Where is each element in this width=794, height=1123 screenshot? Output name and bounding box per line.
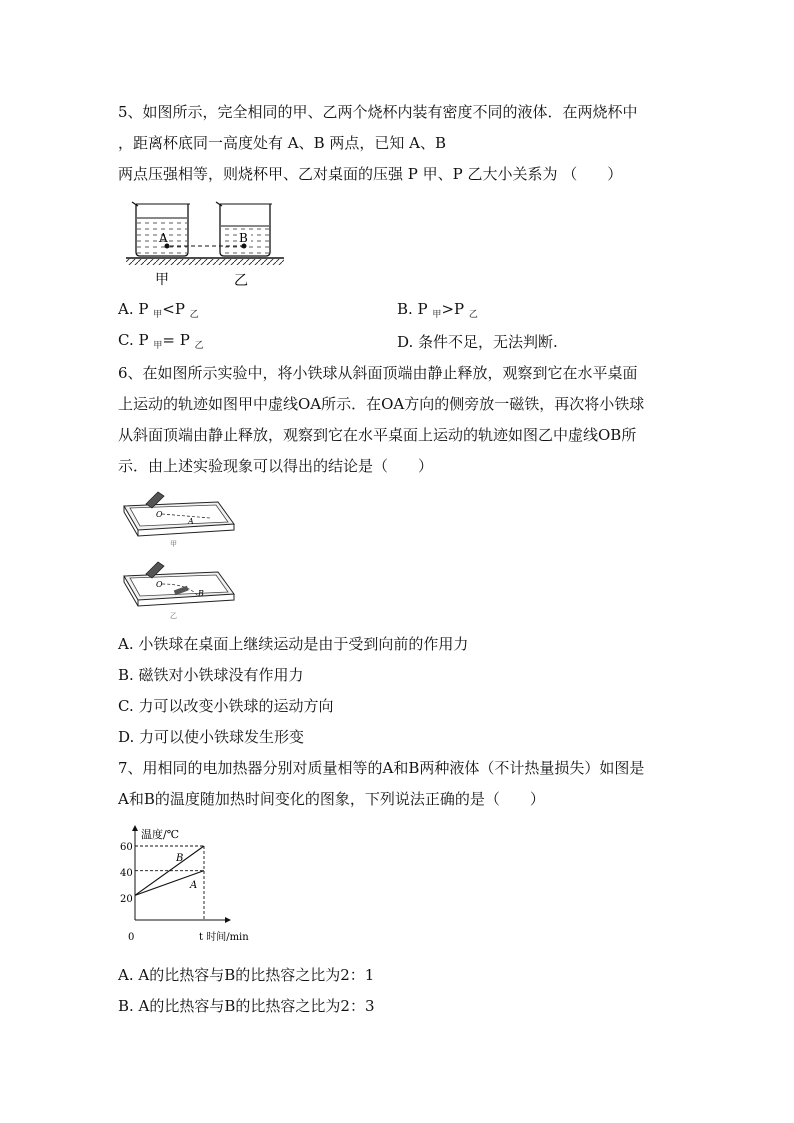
chart-xlabel: t 时间/min: [199, 932, 249, 943]
q7-option-a: A. A的比热容与B的比热容之比为2：1: [118, 966, 375, 984]
q5-option-a: [118, 300, 199, 318]
point-b-label: B: [239, 231, 248, 245]
q5-option-d: D. 条件不足，无法判断.: [397, 333, 558, 351]
q5-option-a-sub2: 乙: [189, 310, 199, 320]
y-tick-60: 60: [120, 842, 133, 853]
top-a-label: A: [188, 517, 194, 526]
top-caption: 甲: [170, 540, 177, 548]
q5-option-b-sub1: 甲: [432, 310, 442, 320]
q7-line-2: A和B的温度随加热时间变化的图象，下列说法正确的是（ ）: [118, 790, 545, 808]
q6-line-2: 上运动的轨迹如图甲中虚线OA所示．在OA方向的侧旁放一磁铁，再次将小铁球: [118, 395, 645, 413]
bottom-b-label: B: [198, 589, 204, 598]
q5-line-1: 5、如图所示，完全相同的甲、乙两个烧杯内装有密度不同的液体．在两烧杯中: [118, 103, 638, 121]
beaker-jia: [132, 202, 190, 256]
q6-option-c: C. 力可以改变小铁球的运动方向: [118, 697, 334, 715]
q5-option-b-mid: >P: [441, 300, 469, 318]
q7-line-1: 7、用相同的电加热器分别对质量相等的A和B两种液体（不计热量损失）如图是: [118, 759, 645, 777]
bottom-caption: 乙: [170, 612, 177, 620]
q5-option-b-sub2: 乙: [468, 310, 478, 320]
point-a-label: A: [159, 231, 168, 245]
caption-jia: 甲: [155, 272, 169, 288]
q5-option-a-sub1: 甲: [153, 310, 163, 320]
q5-option-c-mid: = P: [162, 331, 195, 349]
q6-line-4: 示．由上述实验现象可以得出的结论是（ ）: [118, 457, 434, 475]
q5-line-2: ，距离杯底同一高度处有 A、B 两点，已知 A、B: [118, 134, 447, 152]
q6-option-b: B. 磁铁对小铁球没有作用力: [118, 666, 304, 684]
table-jia: [124, 492, 234, 548]
q5-option-c-sub1: 甲: [153, 341, 163, 351]
q6-option-a: A. 小铁球在桌面上继续运动是由于受到向前的作用力: [118, 635, 469, 653]
chart-origin: 0: [128, 932, 135, 943]
q6-line-3: 从斜面顶端由静止释放，观察到它在水平桌面上运动的轨迹如图乙中虚线OB所: [118, 426, 637, 444]
beaker-yi: [216, 202, 272, 256]
q5-option-a-mid: <P: [162, 300, 190, 318]
table-yi: [124, 562, 234, 620]
q7-option-b: B. A的比热容与B的比热容之比为2：3: [118, 997, 375, 1015]
q5-option-b: [397, 300, 478, 318]
q5-option-b-pre: B. P: [397, 300, 433, 318]
q5-option-a-pre: A. P: [118, 300, 154, 318]
q5-option-c-pre: C. P: [118, 331, 154, 349]
series-a-label: A: [190, 880, 198, 891]
y-tick-40: 40: [120, 868, 133, 879]
q6-option-d: D. 力可以使小铁球发生形变: [118, 728, 305, 746]
q6-line-1: 6、在如图所示实验中，将小铁球从斜面顶端由静止释放，观察到它在水平桌面: [118, 364, 638, 382]
q5-line-3: 两点压强相等，则烧杯甲、乙对桌面的压强 P 甲、P 乙大小关系为 （ ）: [118, 165, 623, 183]
q5-option-c: [118, 331, 204, 349]
chart-ylabel: 温度/℃: [141, 828, 180, 841]
y-tick-20: 20: [120, 894, 133, 905]
incline-table-figure: [118, 484, 240, 624]
top-o-label: O: [156, 510, 163, 519]
temperature-time-chart: [114, 822, 264, 946]
series-b-label: B: [176, 853, 184, 864]
q5-option-c-sub2: 乙: [194, 341, 204, 351]
beakers-figure: [120, 196, 290, 290]
bottom-o-label: O: [156, 580, 163, 589]
caption-yi: 乙: [234, 273, 248, 289]
